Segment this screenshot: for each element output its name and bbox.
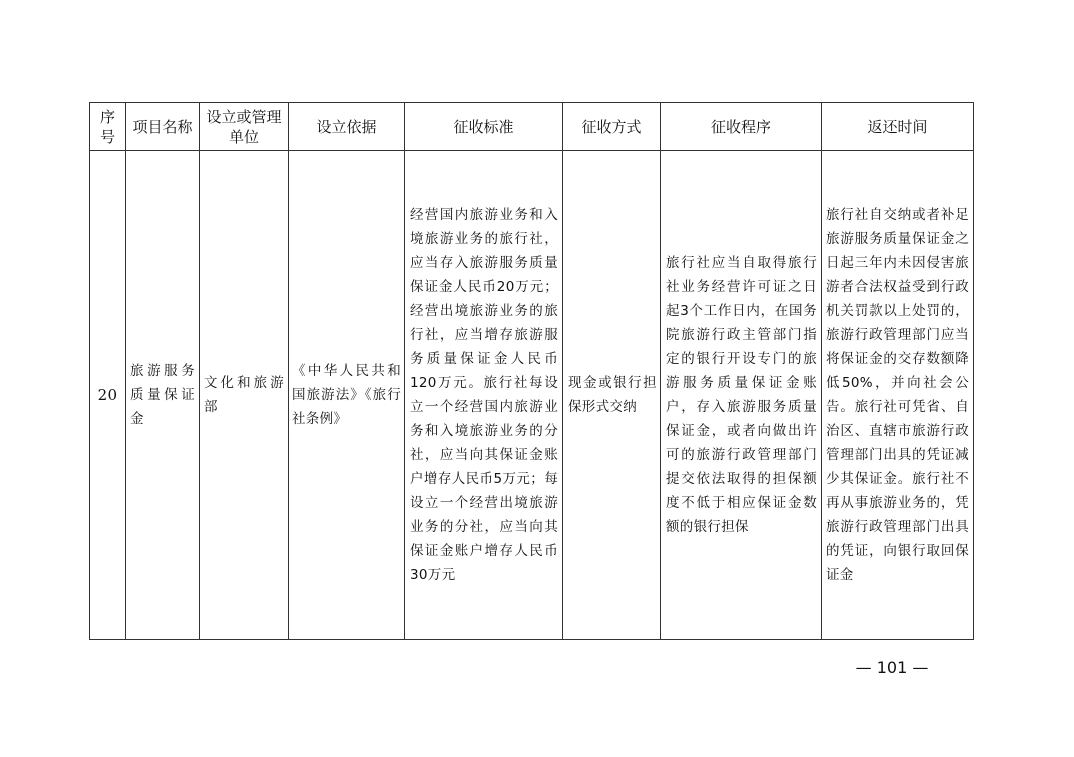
header-dept: 设立或管理单位 [200,103,289,151]
page-number: — 101 — [855,658,929,677]
table-row [90,151,974,640]
header-refund: 返还时间 [822,103,974,151]
cell-seq: 20 [90,151,126,640]
cell-name: 旅游服务质量保证金 [126,151,200,640]
cell-procedure: 旅行社应当自取得旅行社业务经营许可证之日起3个工作日内，在国务院旅游行政主管部门指定的银行开设专门的旅游服务质量保证金账户，存入旅游服务质量保证金，或者向做出许可的旅游行政管理部门提交依法取得的担保额度不低于相应保证金数额的银行担保 [661,151,822,640]
header-basis: 设立依据 [289,103,405,151]
header-method: 征收方式 [563,103,661,151]
cell-standard: 经营国内旅游业务和入境旅游业务的旅行社，应当存入旅游服务质量保证金人民币20万元；经营出境旅游业务的旅行社，应当增存旅游服务质量保证金人民币120万元。旅行社每设立一个经营国内旅游业务和入境旅游业务的分社，应当向其保证金账户增存人民币5万元；每设立一个经营出境旅游业务的分社，应当向其保证金账户增存人民币30万元 [405,151,563,640]
table-header-row [90,103,974,151]
header-standard: 征收标准 [405,103,563,151]
fee-table [89,102,974,640]
cell-refund: 旅行社自交纳或者补足旅游服务质量保证金之日起三年内未因侵害旅游者合法权益受到行政机关罚款以上处罚的，旅游行政管理部门应当将保证金的交存数额降低50%，并向社会公告。旅行社可凭省、自治区、直辖市旅游行政管理部门出具的凭证减少其保证金。旅行社不再从事旅游业务的，凭旅游行政管理部门出具的凭证，向银行取回保证金 [822,151,974,640]
cell-method: 现金或银行担保形式交纳 [563,151,661,640]
cell-dept: 文化和旅游部 [200,151,289,640]
cell-basis: 《中华人民共和国旅游法》《旅行社条例》 [289,151,405,640]
header-procedure: 征收程序 [661,103,822,151]
header-name: 项目名称 [126,103,200,151]
header-seq: 序号 [90,103,126,151]
